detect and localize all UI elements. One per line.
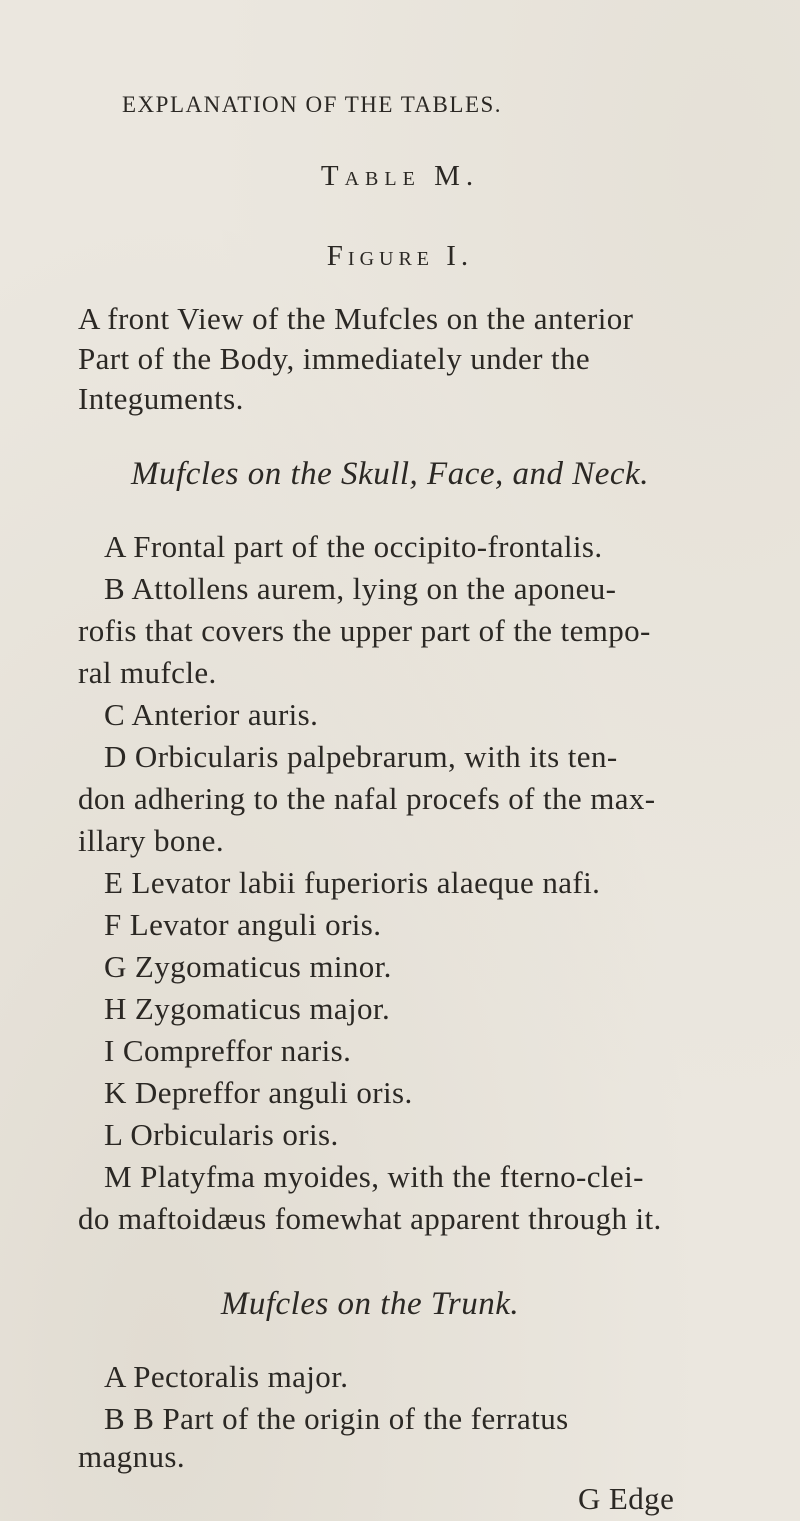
running-head: EXPLANATION OF THE TABLES. bbox=[122, 92, 503, 117]
section-heading-trunk: Mufcles on the Trunk. bbox=[220, 1286, 520, 1322]
figure-title: Figure I. bbox=[326, 240, 474, 272]
entry-line: illary bone. bbox=[78, 823, 224, 858]
entry-line: ral mufcle. bbox=[78, 655, 217, 690]
entry-line: A Frontal part of the occipito-frontalis. bbox=[104, 529, 603, 564]
entry-line: M Platyfma myoides, with the fterno-clei- bbox=[104, 1159, 644, 1194]
entry-line: L Orbicularis oris. bbox=[104, 1117, 339, 1152]
intro-line: A front View of the Mufcles on the anterior bbox=[78, 301, 634, 336]
entry-line: I Compreffor naris. bbox=[104, 1033, 352, 1068]
entry-line: E Levator labii fuperioris alaeque nafi. bbox=[104, 865, 601, 900]
entry-line: F Levator anguli oris. bbox=[104, 907, 382, 942]
entry-line: H Zygomaticus major. bbox=[104, 991, 391, 1026]
intro-line: Integuments. bbox=[78, 381, 244, 416]
entry-line: G Zygomaticus minor. bbox=[104, 949, 392, 984]
entry-line: rofis that covers the upper part of the tempo- bbox=[78, 613, 651, 648]
entry-line: K Depreffor anguli oris. bbox=[104, 1075, 413, 1110]
entry-line: A Pectoralis major. bbox=[104, 1359, 349, 1394]
entry-line: do maftoidæus fomewhat apparent through it. bbox=[78, 1201, 662, 1236]
entry-line: don adhering to the nafal procefs of the max- bbox=[78, 781, 656, 816]
catchword: G Edge bbox=[578, 1481, 675, 1516]
entry-line: D Orbicularis palpebrarum, with its ten- bbox=[104, 739, 618, 774]
entry-line: B B Part of the origin of the ferratus bbox=[104, 1401, 569, 1436]
intro-line: Part of the Body, immediately under the bbox=[78, 341, 591, 376]
table-title: Table M. bbox=[320, 160, 480, 192]
entry-line: magnus. bbox=[78, 1439, 185, 1474]
entry-line: B Attollens aurem, lying on the aponeu- bbox=[104, 571, 617, 606]
entry-line: C Anterior auris. bbox=[104, 697, 319, 732]
section-heading-skull-face-neck: Mufcles on the Skull, Face, and Neck. bbox=[131, 456, 649, 492]
